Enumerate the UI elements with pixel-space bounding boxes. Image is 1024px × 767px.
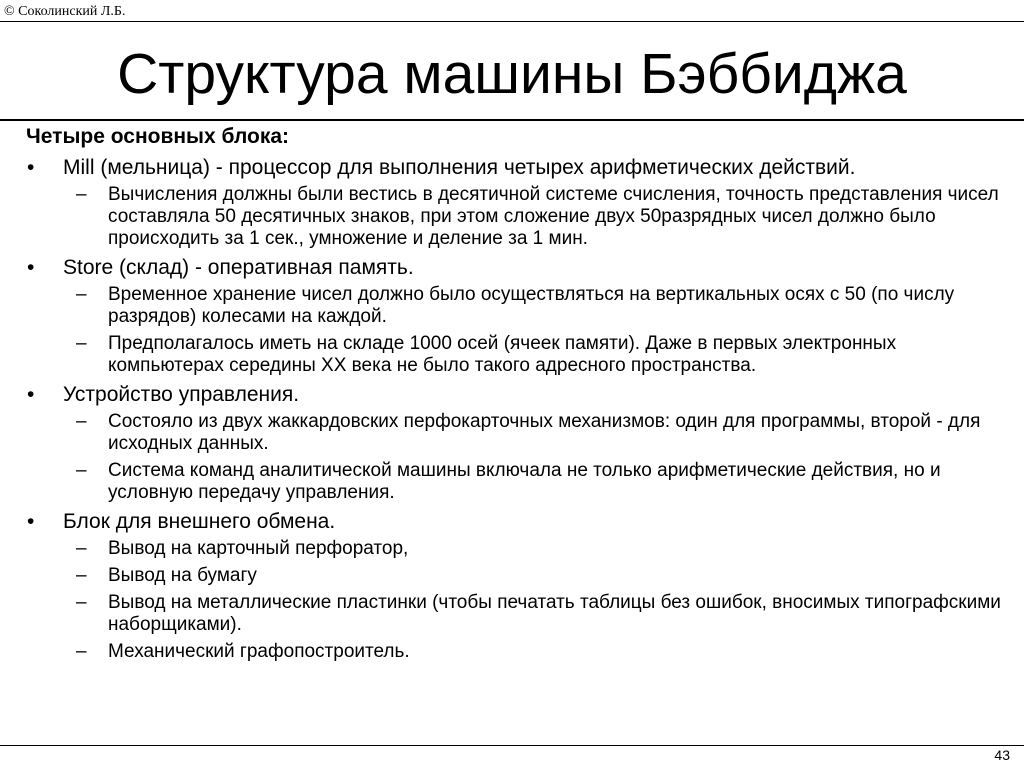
list-item-text: Store (склад) - оперативная память. <box>63 256 414 279</box>
section-heading: Четыре основных блока: <box>26 125 290 148</box>
footer-divider <box>0 745 1024 746</box>
list-item <box>26 510 1001 533</box>
sub-list-item-text: Временное хранение чисел должно было осуществляться на вертикальных осях с 50 (по числу разрядов) колесами на каждой. <box>108 284 955 327</box>
sub-list-item <box>26 565 1001 587</box>
dash-icon: – <box>76 460 87 481</box>
sub-list-item-text: Предполагалось иметь на складе 1000 осей (ячеек памяти). Даже в первых электронных компьютерах середины XX века не было такого адресного пространства. <box>108 333 897 376</box>
sub-list-item <box>26 333 1001 377</box>
dash-icon: – <box>76 184 87 205</box>
slide-title: Структура машины Бэббиджа <box>117 42 907 106</box>
list-item-text: Устройство управления. <box>63 383 300 406</box>
dash-icon: – <box>76 411 87 432</box>
page-number: 43 <box>994 747 1010 763</box>
list-item-text: Блок для внешнего обмена. <box>63 510 336 533</box>
bullet-icon: • <box>27 383 35 406</box>
sub-list-item <box>26 184 1001 250</box>
slide-body <box>26 124 1001 663</box>
sub-list-item <box>26 411 1001 455</box>
dash-icon: – <box>76 284 87 305</box>
title-divider <box>0 119 1024 121</box>
sub-list-item-text: Механический графопостроитель. <box>108 641 410 662</box>
sub-list-item <box>26 284 1001 328</box>
list-item <box>26 383 1001 406</box>
sub-list-item <box>26 538 1001 560</box>
sub-list-item-text: Вывод на бумагу <box>108 565 257 586</box>
bullet-icon: • <box>27 510 35 533</box>
sub-list-item-text: Вывод на карточный перфоратор, <box>108 538 409 559</box>
sub-list-item <box>26 641 1001 663</box>
sub-list-item <box>26 460 1001 504</box>
sub-list-item-text: Вычисления должны были вестись в десятичной системе счисления, точность представления чисел составляла 50 десятичных знаков, при этом сложение двух 50разрядных чисел должно было происходить за 1 сек., умножение и деление за 1 мин. <box>108 184 999 249</box>
dash-icon: – <box>76 565 87 586</box>
list-item-text: Mill (мельница) - процессор для выполнения четырех арифметических действий. <box>63 156 856 179</box>
dash-icon: – <box>76 538 87 559</box>
dash-icon: – <box>76 592 87 613</box>
header-divider <box>0 21 1024 22</box>
list-item <box>26 256 1001 279</box>
dash-icon: – <box>76 333 87 354</box>
bullet-icon: • <box>27 156 35 179</box>
sub-list-item-text: Вывод на металлические пластинки (чтобы печатать таблицы без ошибок, вносимых типографскими наборщиками). <box>108 592 1001 635</box>
dash-icon: – <box>76 641 87 662</box>
copyright-notice: © Соколинский Л.Б. <box>4 4 126 19</box>
bullet-icon: • <box>27 256 35 279</box>
list-item <box>26 156 1001 179</box>
sub-list-item-text: Система команд аналитической машины включала не только арифметические действия, но и условную передачу управления. <box>108 460 941 503</box>
sub-list-item-text: Состояло из двух жаккардовских перфокарточных механизмов: один для программы, второй - для исходных данных. <box>108 411 981 454</box>
sub-list-item <box>26 592 1001 636</box>
